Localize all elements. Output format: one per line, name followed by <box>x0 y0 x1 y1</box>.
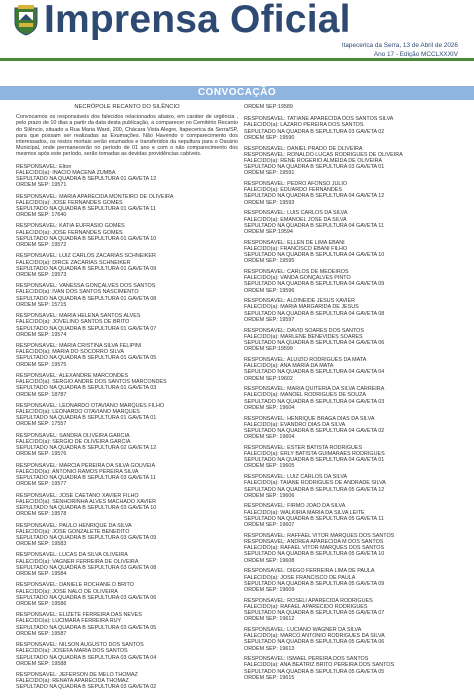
section-title: CONVOCAÇÃO <box>197 87 277 98</box>
record-line: RESPONSÁVEL: FIRMO JOÃO DA SILVA <box>244 503 346 510</box>
record-entry <box>16 343 238 368</box>
record-line: ORDEM SEP: 19578 <box>16 511 67 518</box>
record-line: RESPONSÁVEL: KATIA EUFRASIO GOMES <box>16 223 125 230</box>
record-line: SEPULTADO NA QUADRA B SEPULTURA 04 GAVETA 11 <box>244 222 384 229</box>
record-entry <box>244 298 460 323</box>
record-line: SEPULTADO NA QUADRA B SEPULTURA 04 GAVETA 03 <box>244 398 385 405</box>
record-line: SEPULTADO NA QUADRA B SEPULTURA 04 GAVETA 01 <box>244 457 385 464</box>
record-line: FALECIDO(a): EMANOEL JOSE DA SILVA <box>244 216 347 223</box>
record-line: FALECIDO(a): JOSE FRANCISCO DE PAULA <box>244 574 356 581</box>
record-line: RESPONSÁVEL: PAULO HENRIQUE DA SILVA <box>16 522 132 529</box>
record-line: ORDEM SEP: 19588 <box>16 660 67 667</box>
record-line: SEPULTADO NA QUADRA B SEPULTURA 01 GAVETA 09 <box>16 265 157 272</box>
record-entry <box>244 598 460 623</box>
record-line: RESPONSÁVEL: DIEGO FERREIRA LIMA DE PAULA <box>244 568 375 575</box>
record-line: FALECIDO(a): WALKIRIA MARIA DA SILVA LEITE <box>244 509 365 516</box>
record-line: FALECIDO(a): SERGIO ANDRE DOS SANTOS MARCONDES <box>16 379 167 386</box>
record-line: ORDEM SEP: 19586 <box>16 600 67 607</box>
record-entry <box>16 313 238 338</box>
record-line: SEPULTADO NA QUADRA B SEPULTURA 05 GAVETA 05 <box>244 668 385 675</box>
record-line: SEPULTADO NA QUADRA B SEPULTURA 03 GAVETA 02 <box>244 128 385 135</box>
record-line: ORDEM SEP: 19577 <box>16 481 67 488</box>
record-line: ORDEM SEP: 18787 <box>16 391 67 398</box>
record-line: SEPULTADO NA QUADRA B SEPULTURA 03 GAVETA 05 <box>16 624 157 631</box>
record-line: FALECIDO(a): MARLENE BENEVIDES SOARES <box>244 333 363 340</box>
record-line: RESPONSÁVEL: JOSE CAETANO XAVIER FILHO <box>16 492 139 499</box>
record-line: RESPONSÁVEL: NILSON AUGUSTO DOS SANTOS <box>16 642 144 649</box>
record-line: FALECIDO(a): MANOEL RODRIGUES DE SOUZA <box>244 392 367 399</box>
record-line: FALECIDO(a): RENE ROGERIO ALMEIDA DE OLIVEIRA <box>244 157 383 164</box>
record-line: SEPULTADO NA QUADRA B SEPULTURA 05 GAVETA 12 <box>244 486 385 493</box>
record-line: ORDEM SEP: 17640 <box>16 212 67 219</box>
record-entry <box>244 328 460 353</box>
record-line: ORDEM SEP: 19575 <box>16 361 67 368</box>
record-line: FALECIDO(a): ANA BEATRIZ BRITO PEREIRA DOS SANTOS <box>244 662 395 669</box>
record-line: RESPONSÁVEL: LUIZ CARLOS DA SILVA <box>244 474 348 481</box>
record-line: SEPULTADO NA QUADRA B SEPULTURA 05 GAVETA 11 <box>244 515 384 522</box>
record-line: FALECIDO(a): ANTONIO RAMOS PEREIRA SILVA <box>16 468 139 475</box>
record-line: SEPULTADO NA QUADRA B SEPULTURA 01 GAVETA 01 <box>16 415 157 422</box>
record-line: SEPULTADO NA QUADRA B SEPULTURA 04 GAVETA 09 <box>244 281 385 288</box>
record-line: FALECIDO(a): SERGIO DE OLIVEIRA GARCIA <box>16 438 131 445</box>
record-entry <box>16 642 238 667</box>
record-line: ORDEM SEP: 19596 <box>244 287 295 294</box>
record-line: RESPONSÁVEL: MARIA QUITERIA DA SILVA CARREIRA <box>244 386 385 393</box>
record-line: RESPONSÁVEL: HENRIQUE BRAGA DIAS DA SILVA <box>244 415 375 422</box>
record-entry <box>16 612 238 637</box>
record-entry <box>16 164 238 189</box>
record-line: ORDEM SEP: 19573 <box>16 271 67 278</box>
record-line: RESPONSÁVEL: LUIZ CARLOS ZACARIAS SCHNEIKER <box>16 253 156 260</box>
record-line: RESPONSÁVEL: ALEXANDRE MARCONDES <box>16 372 129 379</box>
record-line: ORDEM SEP: 19595 <box>244 258 295 265</box>
record-line: ORDEM SEP: 19584 <box>16 571 67 578</box>
record-entry <box>244 269 460 294</box>
record-line: SEPULTADO NA QUADRA B SEPULTURA 04 GAVETA 04 <box>244 369 385 376</box>
record-entry <box>244 503 460 528</box>
record-line: SEPULTADO NA QUADRA B SEPULTURA 01 GAVETA 08 <box>16 295 157 302</box>
right-column <box>244 104 460 686</box>
left-column <box>16 104 238 696</box>
record-line: RESPONSÁVEL: SANDRA OLIVEIRA GARCIA <box>16 432 130 439</box>
record-entry <box>244 240 460 265</box>
record-line: FALECIDO(a): JOSE GONZALETE BENEDITO <box>16 528 130 535</box>
record-entry <box>244 386 460 411</box>
record-line: ORDEM SEP: 19591 <box>244 170 295 177</box>
record-line: SEPULTADO NA QUADRA B SEPULTURA 03 GAVETA 06 <box>16 594 157 601</box>
record-line: FALECIDO(a): JOSE FERNANDES GOMES <box>16 229 123 236</box>
column-heading: NECRÓPOLE RECANTO DO SILÊNCIO <box>74 104 180 110</box>
record-line: SEPULTADO NA QUADRA B SEPULTURA 01 GAVETA 07 <box>16 325 157 332</box>
record-entry <box>244 445 460 470</box>
record-line: RESPONSÁVEL: RAFFAEL VITOR MARQUES DOS SANTOS <box>244 532 395 539</box>
record-line: SEPULTADO NA QUADRA B SEPULTURA 05 GAVETA 06 <box>244 639 385 646</box>
edition-line: Ano 17 - Edição MCCLXXXIV <box>373 50 458 58</box>
record-line: ORDEM SEP: 15715 <box>16 301 67 308</box>
record-line: RESPONSÁVEL: ALUIZIO RODRIGUES DA MATA <box>244 356 367 363</box>
record-entry <box>16 194 238 219</box>
record-line: ORDEM SEP:19594 <box>244 228 293 235</box>
record-line: RESPONSÁVEL: MARIA HELENA SANTOS ALVES <box>16 313 141 320</box>
record-entry <box>244 656 460 681</box>
record-entry <box>244 533 460 564</box>
record-line: ORDEM SEP: 19604 <box>244 404 295 411</box>
record-line: ORDEM SEP:19602 <box>244 375 293 382</box>
record-line: RESPONSÁVEL: MARIA APARECIDA MONTEIRO DE OLIVEIRA <box>16 193 174 200</box>
record-line: ORDEM SEP: 19576 <box>16 451 67 458</box>
intro-paragraph: Convocamos os responsáveis dos falecidos relacionados abaixo, em caráter de urgência , pelo prazo de 10 dias a partir da data desta publicação, a comparecer no Cemitério Recanto do Silêncio, situado a Rua Maria Ward, 200, Chácara Vista Alegre, Itapecerica da Serra/SP, para que possam ser realizadas as Exumações. Não Havendo o comparecimento dos interessados, os restos mortais serão exumados e transferidos da sepultura para o Ossário Municipal, onde permanecerão no período de 01 ano e com o não comparecimento dos mesmos após este período, serão tomadas as devidas providências cabíveis. <box>16 114 238 158</box>
record-line: SEPULTADO NA QUADRA B SEPULTURA 03 GAVETA 08 <box>16 564 157 571</box>
record-line: FALECIDO(a): LEONARDO OTAVIANO MARQUES <box>16 409 140 416</box>
record-line: ORDEM SEP: 19615 <box>244 674 295 681</box>
record-line: FALECIDO(a): FRANCISCO EBANI FILHO <box>244 245 348 252</box>
record-line: SEPULTADO NA QUADRA B SEPULTURA 03 GAVETA 10 <box>16 505 157 511</box>
record-line: RESPONSÁVEL: CARLOS DE MEDEIROS <box>244 268 349 275</box>
record-line: FALECIDO(a): DIRCE ZACARIAS SCHNEIKER <box>16 259 131 266</box>
record-line: FALECIDO(a): JOSEFA MARIA DOS SANTOS <box>16 648 128 655</box>
record-line: FALECIDO(a): ERLY BATISTA GUIMARÃES RODRIGUES <box>244 451 385 458</box>
record-line: FALECIDO(a): IVAN DOS SANTOS NASCIMENTO <box>16 289 139 296</box>
record-line: SEPULTADO NA QUADRA B SEPULTURA 01 GAVETA 10 <box>16 235 157 242</box>
record-entry <box>16 552 238 577</box>
edition-info <box>342 42 458 59</box>
record-line: SEPULTADO NA QUADRA B SEPULTURA 01 GAVETA 11 <box>16 205 156 212</box>
record-line: RESPONSÁVEL: LUIS CARLOS DA SILVA <box>244 210 348 217</box>
record-line: SEPULTADO NA QUADRA B SEPULTURA 04 GAVETA 12 <box>244 193 385 200</box>
record-line: RESPONSÁVEL: ESTER BATISTA RODRIGUES <box>244 444 363 451</box>
record-entry <box>16 582 238 607</box>
record-line: FALECIDO(a): LAZARO PEREIRA DOS SANTOS <box>244 122 364 129</box>
record-entry <box>16 373 238 398</box>
record-entry <box>244 627 460 652</box>
order-line: ORDEM SEP:19589 <box>244 104 293 110</box>
record-line: RESPONSÁVEL: ISMAEL PEREIRA DOS SANTOS <box>244 656 369 663</box>
record-line: FALECIDO(a): MARIA DO SOCORRO SILVA <box>16 349 124 356</box>
record-line: RESPONSÁVEL: LEONARDO OTAVIANO MARQUES FILHO <box>16 402 165 409</box>
record-entry <box>16 403 238 428</box>
record-line: SEPULTADO NA QUADRA B SEPULTURA 03 GAVETA 01 <box>244 164 385 171</box>
record-line: RESPONSÁVEL: ELLEN DE LIMA EBANI <box>244 239 345 246</box>
record-line: FALECIDO(a): JOSE NALO DE OLIVEIRA <box>16 588 118 595</box>
record-line: SEPULTADO NA QUADRA B SEPULTURA 03 GAVETA 11 <box>16 475 156 482</box>
record-line: SEPULTADO NA QUADRA B SEPULTURA 04 GAVETA 08 <box>244 310 385 317</box>
record-line: ORDEM SEP: 19574 <box>16 331 67 338</box>
record-entry <box>244 116 460 141</box>
record-entry <box>244 181 460 206</box>
record-line: RESPONSÁVEL: DANIEL PRADO DE OLIVEIRA <box>244 145 363 152</box>
date-line: Itapecerica da Serra, 13 de Abril de 2026 <box>341 42 458 49</box>
record-line: FALECIDO(a): VANDA GONÇALVES PINTO <box>244 275 351 282</box>
record-line: RESPONSÁVEL: MARIA CRISTINA SILVA FELIPINI <box>16 343 142 350</box>
record-line: ORDEM SEP: 17557 <box>16 421 67 428</box>
record-line: RESPONSÁVEL: TATIANE APARECIDA DOS SANTOS SILVA <box>244 116 394 123</box>
record-entry <box>16 493 238 518</box>
record-entry <box>16 672 238 691</box>
section-bar <box>0 86 474 100</box>
record-line: RESPONSÁVEL: DANIELE ROCHANE D BRITO <box>16 582 134 589</box>
record-line: FALECIDO(a): LUCIMARA FERREIRA RUY <box>16 618 122 625</box>
right-records <box>244 116 460 681</box>
record-line: RESPONSÁVEL: DAVID SOARES DOS SANTOS <box>244 327 364 334</box>
record-line: FALECIDO(a): EVANDRO DIAS DA SILVA <box>244 421 346 428</box>
record-line: RESPONSÁVEL: VANESSA GONÇALVES DOS SANTOS <box>16 283 156 290</box>
record-line: ORDEM SEP: 19590 <box>244 134 295 141</box>
record-line: FALECIDO(a): SENHORINHA ALVES MACHADO XAVIER <box>16 498 156 505</box>
record-entry <box>16 463 238 488</box>
record-line: FALECIDO(a): JOSE FERNANDES GOMES <box>16 199 123 206</box>
record-line: FALECIDO(a): RAFAEL APARECIDO RODRIGUES <box>244 603 368 610</box>
record-line: SEPULTADO NA QUADRA B SEPULTURA 03 GAVETA 04 <box>16 654 157 661</box>
record-line: SEPULTADO NA QUADRA B SEPULTURA 04 GAVETA 10 <box>244 252 385 259</box>
record-line: ORDEM SEP: 19572 <box>16 242 67 249</box>
record-line: SEPULTADO NA QUADRA B SEPULTURA 04 GAVETA 06 <box>244 340 385 346</box>
record-line: ORDEM SEP: 19608 <box>244 557 295 564</box>
record-line: SEPULTADO NA QUADRA B SEPULTURA 05 GAVETA 09 <box>244 580 385 587</box>
record-line: FALECIDO(a): VAGNER FERREIRA DE OLIVEIRA <box>16 558 139 565</box>
record-entry <box>16 283 238 308</box>
record-line: ORDEM SEP: 19597 <box>244 316 295 323</box>
record-entry <box>16 433 238 458</box>
record-line: RESPONSÁVEL: ANDREA APARECIDA M DOS SANTOS <box>244 538 384 545</box>
record-line: FALECIDO(a): MARCO ANTONIO RODRIGUES DA SILVA <box>244 633 385 640</box>
record-line: RESPONSÁVEL: JEFERSON DE MELO THOMAZ <box>16 672 138 679</box>
record-entry <box>244 416 460 441</box>
record-line: SEPULTADO NA QUADRA B SEPULTURA 01 GAVETA 05 <box>16 355 157 362</box>
record-line: ORDEM SEP: 19593 <box>244 199 295 206</box>
green-rule <box>0 58 474 61</box>
record-entry <box>244 357 460 382</box>
record-line: ORDEM SEP: 19607 <box>244 522 295 529</box>
record-line: RESPONSÁVEL: LUCAS DA SILVA OLIVEIRA <box>16 552 128 559</box>
record-line: FALECIDO(a): RAFAEL VITOR MARQUES DOS SANTOS <box>244 545 385 552</box>
record-line: ORDEM SEP: 19612 <box>244 616 295 623</box>
record-line: ORDEM SEP: 19609 <box>244 586 295 593</box>
record-entry <box>16 223 238 248</box>
record-line: SEPULTADO NA QUADRA B SEPULTURA 01 GAVETA 12 <box>16 176 157 183</box>
record-line: FALECIDO(a): TAIANE RODRIGUES DE ANDRADE SILVA <box>244 480 386 487</box>
city-crest-icon <box>12 4 40 36</box>
record-line: SEPULTADO NA QUADRA B SEPULTURA 05 GAVETA 10 <box>244 551 385 558</box>
record-line: FALECIDO(a): JOVELINO SANTOS DE BRITO <box>16 319 130 326</box>
record-line: RESPONSÁVEL: MARCIA PEREIRA DA SILVA GOUVEIA <box>16 462 156 469</box>
left-records <box>16 164 238 691</box>
record-line: ORDEM SEP: 19604 <box>244 434 295 441</box>
record-line: ORDEM SEP: 19571 <box>16 182 67 189</box>
record-line: RESPONSÁVEL: RONALDO LUCAS RODRIGUES DE OLIVEIRA <box>244 151 403 158</box>
record-entry <box>16 523 238 548</box>
record-line: FALECIDO(a): RENATA APARECIDA THOMAZ <box>16 678 129 685</box>
record-line: SEPULTADO NA QUADRA B SEPULTURA 03 GAVETA 09 <box>16 534 157 541</box>
record-line: SEPULTADO NA QUADRA B SEPULTURA 03 GAVETA 02 <box>16 684 157 691</box>
record-line: RESPONSÁVEL: ALDINEIDE JESUS XAVIER <box>244 298 356 305</box>
record-line: ORDEM SEP:19599 <box>244 346 293 353</box>
record-line: RESPONSÁVEL: Elton <box>16 163 72 170</box>
record-entry <box>244 210 460 235</box>
record-entry <box>16 253 238 278</box>
record-line: FALECIDO(a): MARIA MARGARIDA DE JESUS <box>244 304 359 311</box>
record-line: FALECIDO(a): ANA MARIA DA MATA <box>244 363 334 370</box>
record-line: FALECIDO(a): EDUARDO FERNANDES <box>244 187 342 194</box>
record-entry <box>244 474 460 499</box>
record-line: ORDEM SEP: 19583 <box>16 541 67 548</box>
record-line: RESPONSÁVEL: ROSELI APARECIDA RODRIGUES <box>244 597 373 604</box>
record-line: RESPONSÁVEL: LUCIANO WAGNER DA SILVA <box>244 626 362 633</box>
record-line: ORDEM SEP: 19605 <box>244 463 295 470</box>
record-line: SEPULTADO NA QUADRA B SEPULTURA 02 GAVETA 12 <box>16 445 157 452</box>
record-line: ORDEM SEP: 19606 <box>244 492 295 499</box>
record-entry <box>244 568 460 593</box>
record-line: RESPONSÁVEL: ELIZETE FERREIRA DAS NEVES <box>16 612 142 619</box>
record-line: ORDEM SEP: 19587 <box>16 630 67 637</box>
record-line: SEPULTADO NA QUADRA B SEPULTURA 04 GAVETA 02 <box>244 427 385 434</box>
record-line: FALECIDO(a): INACIO MACENA ZUMBA <box>16 169 116 176</box>
record-entry <box>244 146 460 177</box>
record-line: SEPULTADO NA QUADRA B SEPULTURA 05 GAVETA 07 <box>244 610 385 617</box>
record-line: RESPONSÁVEL: PEDRO AFONSO JULIO <box>244 181 348 188</box>
masthead-title: Imprensa Oficial <box>44 0 351 41</box>
record-line: ORDEM SEP: 19613 <box>244 645 295 652</box>
record-line: SEPULTADO NA QUADRA B SEPULTURA 01 GAVETA 03 <box>16 385 157 392</box>
